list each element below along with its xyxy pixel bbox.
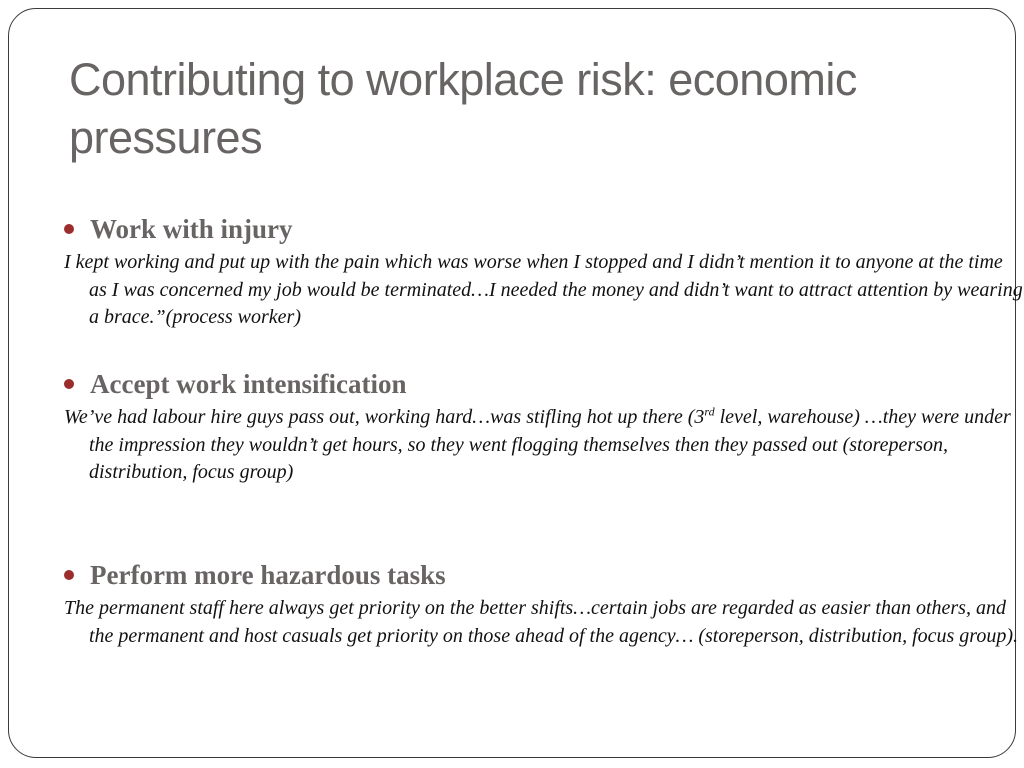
section-quote (64, 404, 1024, 487)
bullet-dot-icon (64, 224, 74, 234)
section-heading: Accept work intensification (90, 368, 407, 399)
section-quote: I kept working and put up with the pain which was worse when I stopped and I didn’t mention it to anyone at the time as I was concerned my job would be terminated…I needed the money and didn’t want to attract attention by wearing a brace.”(process worker) (64, 251, 1023, 328)
bullet-line (64, 364, 1024, 404)
quote-text-before: We’ve had labour hire guys pass out, working hard…was stifling hot up there (3 (64, 406, 705, 428)
bullet-dot-icon (64, 379, 74, 389)
section-work-with-injury (64, 209, 1024, 332)
bullet-line (64, 555, 1024, 595)
slide-title: Contributing to workplace risk: economic pressures (69, 54, 857, 163)
section-accept-work-intensification (64, 364, 1024, 487)
quote-text-after: level, warehouse) …they were under the impression they wouldn’t get hours, so they went flogging themselves then they passed out (storeperson, distribution, focus group) (89, 406, 1011, 483)
section-heading: Work with injury (90, 213, 293, 244)
section-quote: The permanent staff here always get priority on the better shifts…certain jobs are regarded as easier than others, and the permanent and host casuals get priority on those ahead of the agency… (storeperson, distribution, focus group). (64, 597, 1018, 647)
section-perform-hazardous-tasks (64, 555, 1024, 650)
quote-superscript: rd (704, 404, 715, 419)
bullet-line (64, 209, 1024, 249)
bullet-dot-icon (64, 570, 74, 580)
section-heading: Perform more hazardous tasks (90, 559, 446, 590)
slide-frame (8, 8, 1023, 758)
